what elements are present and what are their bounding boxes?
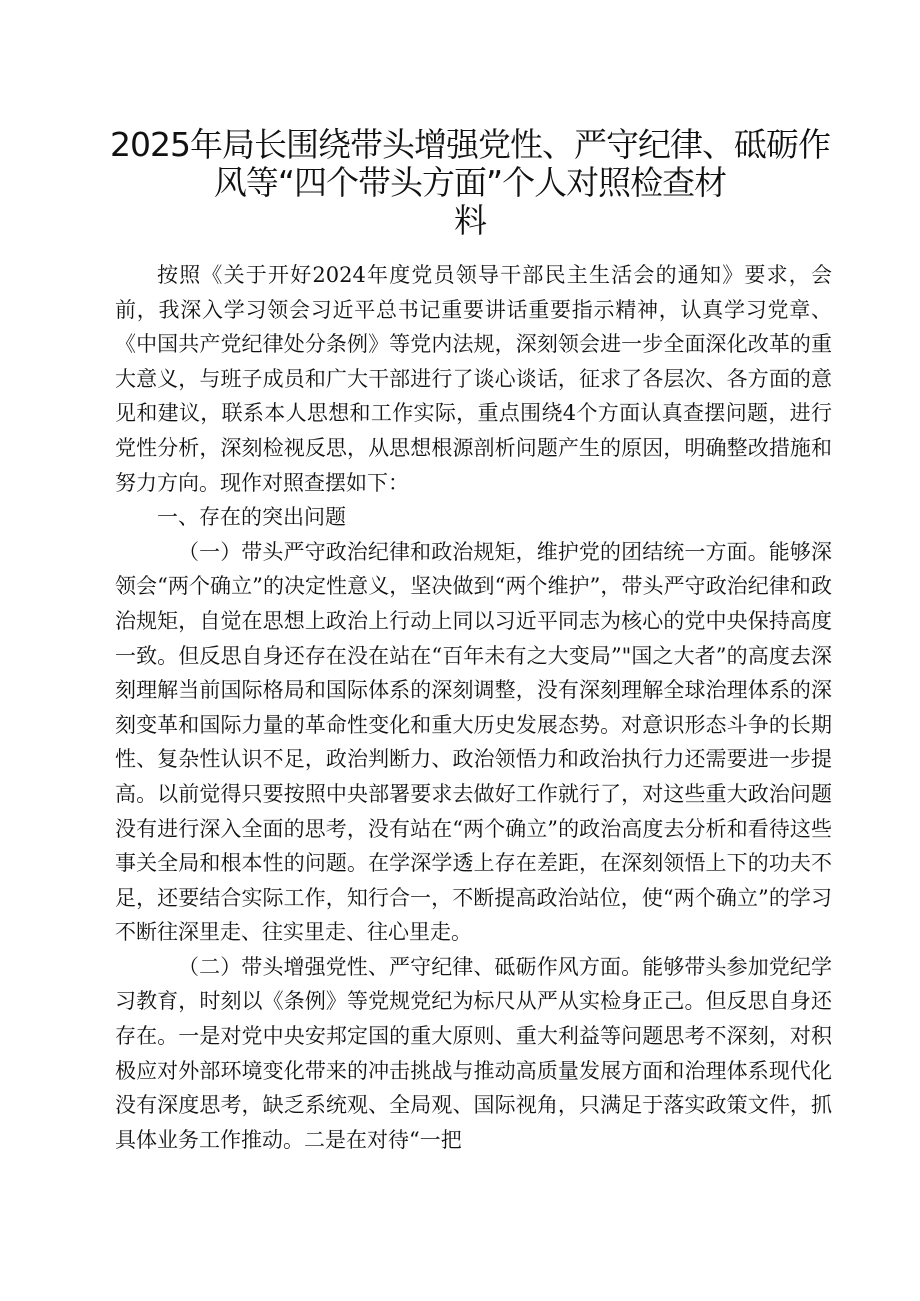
section-heading: 一、存在的突出问题	[157, 505, 346, 530]
document-title	[100, 126, 840, 240]
title-line-3: 料	[454, 201, 486, 240]
document-body	[115, 258, 832, 1157]
point-2-paragraph: （二）带头增强党性、严守纪律、砥砺作风方面。能够带头参加党纪学习教育，时刻以《条例》等党规党纪为标尺从严从实检身正己。但反思自身还存在。一是对党中央安邦定国的重大原则、重大利益等问题思考不深刻，对积极应对外部环境变化带来的冲击挑战与推动高质量发展方面和治理体系现代化没有深度思考，缺乏系统观、全局观、国际视角，只满足于落实政策文件，抓具体业务工作推动。二是在对待“一把	[115, 954, 832, 1152]
point-1-paragraph: （一）带头严守政治纪律和政治规矩，维护党的团结统一方面。能够深领会“两个确立”的决定性意义，坚决做到“两个维护”，带头严守政治纪律和政治规矩，自觉在思想上政治上行动上同以习近平同志为核心的党中央保持高度一致。但反思自身还存在没在站在“百年未有之大变局”"国之大者”的高度去深刻理解当前国际格局和国际体系的深刻调整，没有深刻理解全球治理体系的深刻变革和国际力量的革命性变化和重大历史发展态势。对意识形态斗争的长期性、复杂性认识不足，政治判断力、政治领悟力和政治执行力还需要进一步提高。以前觉得只要按照中央部署要求去做好工作就行了，对这些重大政治问题没有进行深入全面的思考，没有站在“两个确立”的政治高度去分析和看待这些事关全局和根本性的问题。在学深学透上存在差距，在深刻领悟上下的功夫不足，还要结合实际工作，知行合一，不断提高政治站位，使“两个确立”的学习不断往深里走、往实里走、往心里走。	[115, 539, 832, 945]
title-line-1: 2025年局长围绕带头增强党性、严守纪律、砥砺作	[110, 125, 830, 164]
title-line-2: 风等“四个带头方面”个人对照检查材	[213, 163, 727, 202]
intro-paragraph: 按照《关于开好2024年度党员领导干部民主生活会的通知》要求，会前，我深入学习领会习近平总书记重要讲话重要指示精神，认真学习党章、《中国共产党纪律处分条例》等党内法规，深刻领会进一步全面深化改革的重大意义，与班子成员和广大干部进行了谈心谈话，征求了各层次、各方面的意见和建议，联系本人思想和工作实际，重点围绕4个方面认真查摆问题，进行党性分析，深刻检视反思，从思想根源剖析问题产生的原因，明确整改措施和努力方向。现作对照查摆如下：	[115, 263, 832, 495]
